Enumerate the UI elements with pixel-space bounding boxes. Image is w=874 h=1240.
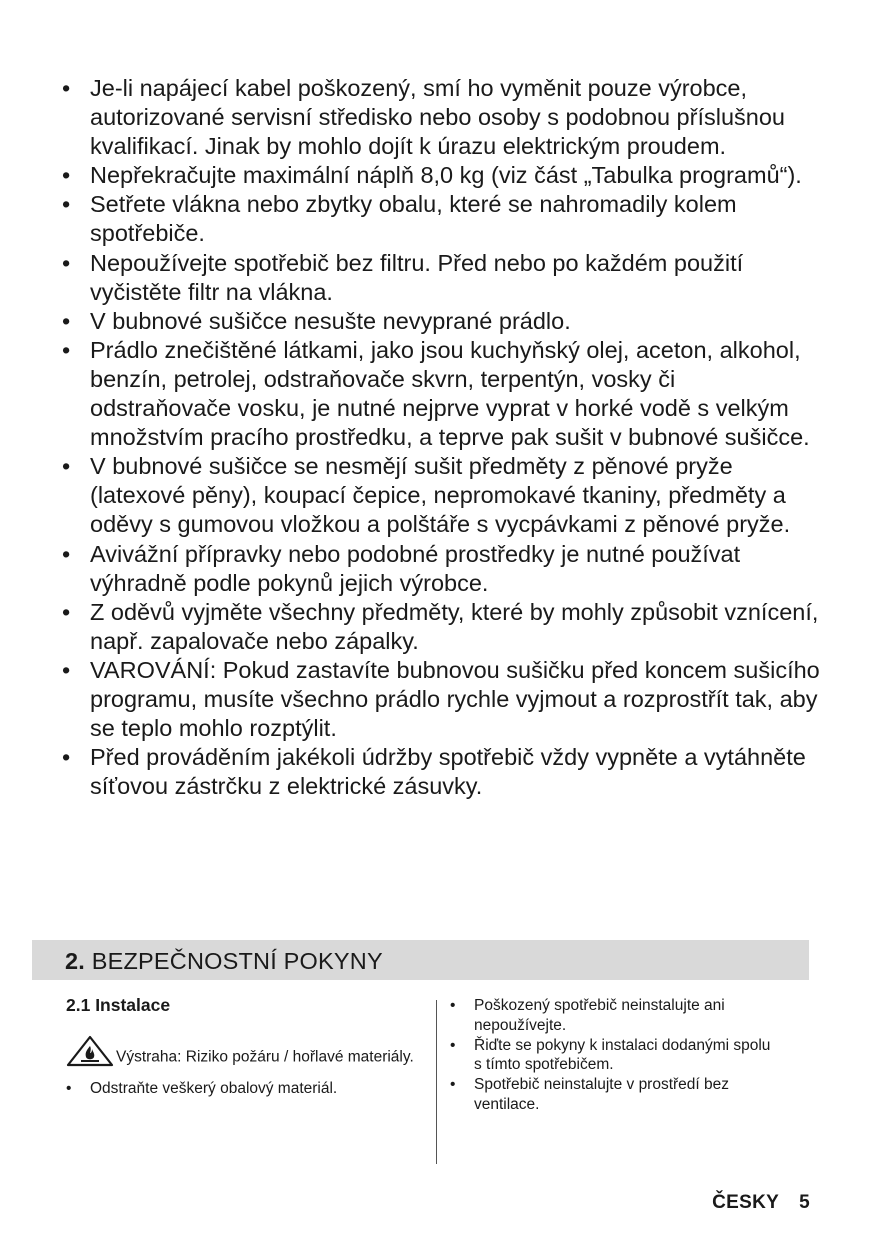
list-item: • Nepřekračujte maximální náplň 8,0 kg (viz část „Tabulka programů“).	[62, 161, 822, 190]
list-item: • V bubnové sušičce nesušte nevyprané prádlo.	[62, 307, 822, 336]
footer-language: ČESKY	[712, 1192, 780, 1213]
page-footer	[712, 1192, 810, 1214]
section-title	[65, 947, 383, 975]
list-item: • Z oděvů vyjměte všechny předměty, které by mohly způsobit vznícení, např. zapalovače nebo zápalky.	[62, 598, 822, 656]
list-item: • Prádlo znečištěné látkami, jako jsou kuchyňský olej, aceton, alkohol, benzín, petrolej, odstraňovače skvrn, terpentýn, vosky či odstraňovače vosku, je nutné nejprve vyprat v horké vodě s velkým množstvím pracího prostředku, a teprve pak sušit v bubnové sušičce.	[62, 336, 822, 452]
list-item: • Setřete vlákna nebo zbytky obalu, které se nahromadily kolem spotřebiče.	[62, 190, 822, 248]
installation-list-right	[450, 996, 780, 1115]
list-item: • Odstraňte veškerý obalový materiál.	[66, 1079, 416, 1098]
column-divider	[436, 1000, 437, 1164]
list-item: • Poškozený spotřebič neinstalujte ani nepoužívejte.	[450, 996, 780, 1036]
section-header-bar	[32, 940, 809, 980]
safety-bullet-list	[62, 74, 822, 801]
installation-list-left	[66, 1079, 416, 1098]
fire-warning-icon	[66, 1035, 114, 1067]
list-item: • Řiďte se pokyny k instalaci dodanými spolu s tímto spotřebičem.	[450, 1036, 780, 1076]
list-item: • Je-li napájecí kabel poškozený, smí ho vyměnit pouze výrobce, autorizované servisní středisko nebo osoby s podobnou příslušnou kvalifikací. Jinak by mohlo dojít k úrazu elektrickým proudem.	[62, 74, 822, 161]
list-item: • Spotřebič neinstalujte v prostředí bez ventilace.	[450, 1075, 780, 1115]
warning-text: Výstraha: Riziko požáru / hořlavé materiály.	[116, 1048, 414, 1066]
list-item: • Avivážní přípravky nebo podobné prostředky je nutné používat výhradně podle pokynů jejich výrobce.	[62, 540, 822, 598]
list-item: • V bubnové sušičce se nesmějí sušit předměty z pěnové pryže (latexové pěny), koupací čepice, nepromokavé tkaniny, předměty a oděvy s gumovou vložkou a polštáře s vycpávkami z pěnové pryže.	[62, 452, 822, 539]
right-column	[450, 996, 780, 1115]
warning-block	[66, 1035, 416, 1067]
list-item: • VAROVÁNÍ: Pokud zastavíte bubnovou sušičku před koncem sušicího programu, musíte všechno prádlo rychle vyjmout a rozprostřít tak, aby se teplo mohlo rozptýlit.	[62, 656, 822, 743]
left-column	[66, 996, 416, 1098]
page-number: 5	[799, 1192, 810, 1213]
list-item: • Nepoužívejte spotřebič bez filtru. Před nebo po každém použití vyčistěte filtr na vlákna.	[62, 249, 822, 307]
subsection-heading: 2.1 Instalace	[66, 995, 171, 1015]
section-number: 2.	[65, 948, 85, 974]
list-item: • Před prováděním jakékoli údržby spotřebič vždy vypněte a vytáhněte síťovou zástrčku z elektrické zásuvky.	[62, 743, 822, 801]
section-title-text: BEZPEČNOSTNÍ POKYNY	[91, 948, 383, 974]
